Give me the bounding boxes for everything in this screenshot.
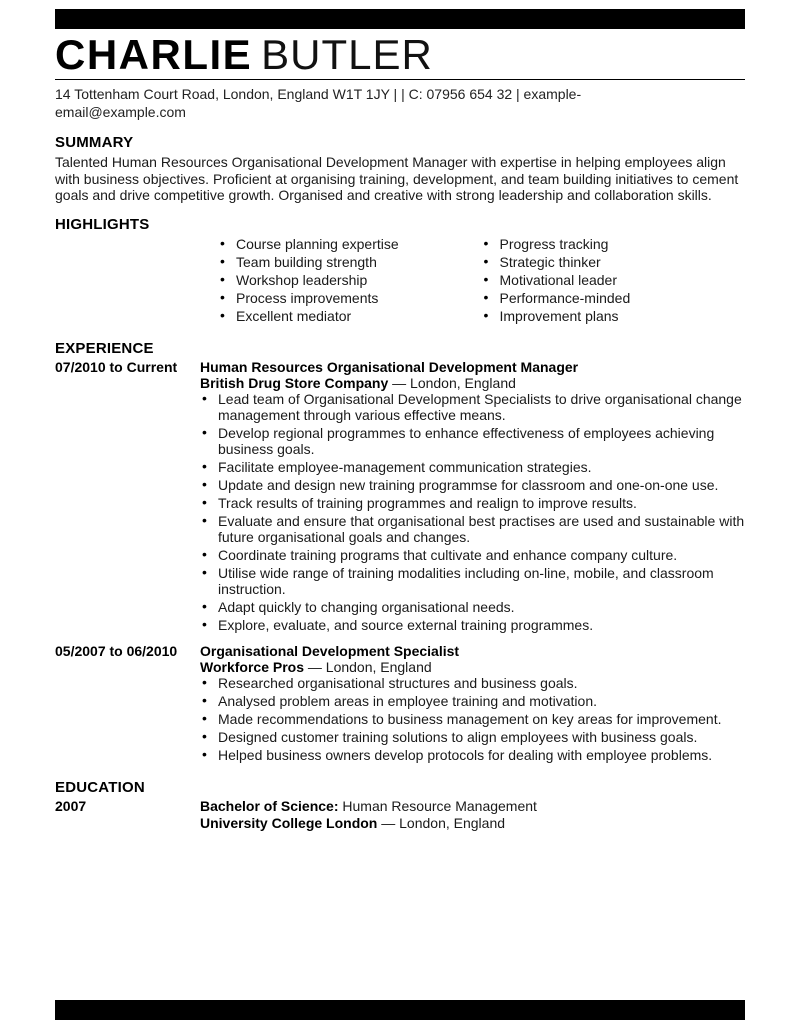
job-bullet-item: • Coordinate training programs that cultivate and enhance company culture.	[200, 548, 745, 564]
degree-line	[200, 798, 745, 815]
summary-section	[55, 134, 745, 203]
job-bullet-item: • Update and design new training programmse for classroom and one-on-one use.	[200, 478, 745, 494]
highlight-item: • Strategic thinker	[482, 255, 746, 271]
job-title: Organisational Development Specialist	[200, 642, 460, 659]
summary-text: Talented Human Resources Organisational Development Manager with expertise in helping employees align with business objectives. Proficient at organising training, development, and team building initiatives to cement goals and drive competitive growth. Organised and creative with strong leadership and collaboration skills.	[55, 154, 739, 204]
bottom-bar	[55, 1000, 745, 1020]
job-bullet-item: • Facilitate employee-management communication strategies.	[200, 460, 745, 476]
highlights-left-list	[218, 237, 482, 327]
highlight-item: • Team building strength	[218, 255, 482, 271]
job-bullet-item: • Designed customer training solutions to align employees with business goals.	[200, 730, 745, 746]
last-name: BUTLER	[261, 31, 433, 78]
job-bullet-item: • Track results of training programmes and realign to improve results.	[200, 496, 745, 512]
summary-heading: SUMMARY	[55, 134, 134, 152]
header-divider	[55, 79, 745, 80]
job-dates: 07/2010 to Current	[55, 359, 178, 376]
job-bullets	[200, 676, 745, 764]
highlight-item: • Excellent mediator	[218, 309, 482, 325]
education-details	[200, 798, 745, 832]
education-section	[55, 779, 745, 832]
experience-section	[55, 340, 745, 765]
company-name: Workforce Pros	[200, 658, 304, 675]
job-title: Human Resources Organisational Development Manager	[200, 359, 579, 376]
highlight-item: • Motivational leader	[482, 273, 746, 289]
job-entry	[55, 359, 745, 636]
school-location: — London, England	[381, 814, 506, 831]
highlights-columns	[55, 237, 745, 327]
highlight-item: • Course planning expertise	[218, 237, 482, 253]
highlights-heading: HIGHLIGHTS	[55, 216, 150, 234]
first-name: CHARLIE	[55, 31, 253, 78]
education-entry	[55, 798, 745, 832]
job-bullet-item: • Lead team of Organisational Development Specialists to drive organisational change management through various effective means.	[200, 392, 745, 424]
highlight-item: • Progress tracking	[482, 237, 746, 253]
job-bullet-item: • Utilise wide range of training modalities including on-line, mobile, and classroom instruction.	[200, 566, 745, 598]
job-bullet-item: • Made recommendations to business management on key areas for improvement.	[200, 712, 745, 728]
company-name: British Drug Store Company	[200, 375, 389, 392]
education-heading: EDUCATION	[55, 778, 145, 796]
job-company-line	[200, 659, 745, 675]
job-bullet-item: • Researched organisational structures and business goals.	[200, 676, 745, 692]
top-bar	[55, 9, 745, 29]
job-bullet-item: • Helped business owners develop protocols for dealing with employee problems.	[200, 748, 745, 764]
school-name: University College London	[200, 814, 378, 831]
job-entry	[55, 643, 745, 766]
highlight-item: • Process improvements	[218, 291, 482, 307]
job-bullet-item: • Analysed problem areas in employee training and motivation.	[200, 694, 745, 710]
job-dates: 05/2007 to 06/2010	[55, 642, 178, 659]
job-bullet-item: • Evaluate and ensure that organisational best practises are used and sustainable with future organisational goals and changes.	[200, 514, 745, 546]
highlight-item: • Improvement plans	[482, 309, 746, 325]
highlight-item: • Performance-minded	[482, 291, 746, 307]
job-bullet-item: • Develop regional programmes to enhance effectiveness of employees achieving business goals.	[200, 426, 745, 458]
highlights-right-list	[482, 237, 746, 327]
job-bullet-item: • Explore, evaluate, and source external training programmes.	[200, 618, 745, 634]
company-location: — London, England	[392, 375, 516, 392]
job-bullets	[200, 392, 745, 633]
job-company-line	[200, 375, 745, 391]
degree-name: Bachelor of Science:	[200, 797, 339, 814]
highlight-item: • Workshop leadership	[218, 273, 482, 289]
school-line	[200, 815, 745, 832]
education-year: 2007	[55, 797, 87, 814]
contact-info	[55, 86, 745, 121]
candidate-name	[55, 32, 745, 77]
highlights-section	[55, 216, 745, 327]
contact-line-2: email@example.com	[55, 103, 186, 120]
job-details	[200, 359, 745, 636]
degree-field: Human Resource Management	[342, 797, 537, 814]
experience-heading: EXPERIENCE	[55, 340, 154, 358]
contact-line-1: 14 Tottenham Court Road, London, England W1T 1JY | | C: 07956 654 32 | example-	[55, 86, 582, 103]
job-details	[200, 643, 745, 766]
company-location: — London, England	[307, 658, 432, 675]
job-bullet-item: • Adapt quickly to changing organisational needs.	[200, 600, 745, 616]
